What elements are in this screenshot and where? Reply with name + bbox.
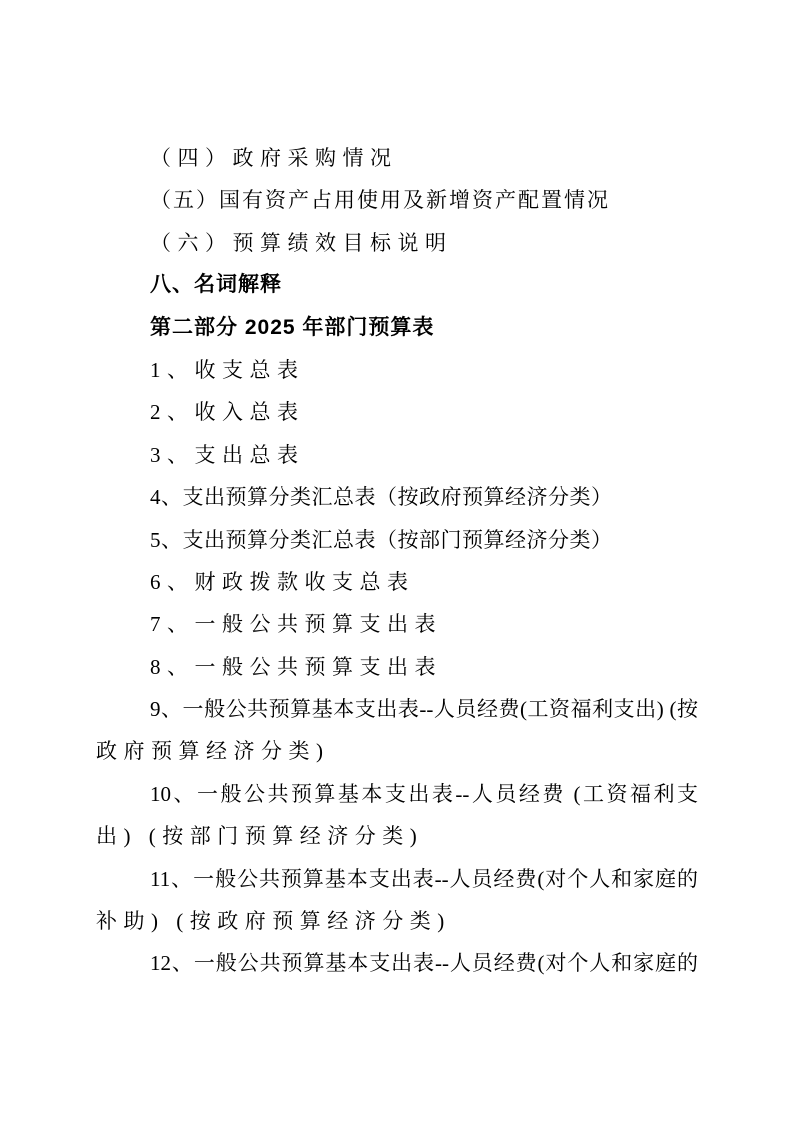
toc-table-8: 8、一般公共预算支出表 [150, 654, 442, 679]
toc-table-3: 3、支出总表 [150, 442, 305, 467]
toc-table-5: 5、支出预算分类汇总表（按部门预算经济分类） [150, 527, 613, 552]
toc-table-6: 6、财政拨款收支总表 [150, 569, 415, 594]
toc-table-10-cont: 出) (按部门预算经济分类) [96, 824, 424, 849]
toc-table-1: 1、收支总表 [150, 357, 305, 382]
toc-table-2: 2、收入总表 [150, 400, 305, 425]
heading-part-2: 第二部分 2025 年部门预算表 [150, 315, 435, 339]
toc-table-9-cont: 政府预算经济分类) [96, 739, 330, 764]
toc-table-7: 7、一般公共预算支出表 [150, 612, 442, 637]
toc-table-11-cont: 补助) (按政府预算经济分类) [96, 909, 451, 934]
document-body [96, 137, 698, 985]
toc-table-11: 11、一般公共预算基本支出表--人员经费(对个人和家庭的 [150, 866, 698, 891]
toc-table-4: 4、支出预算分类汇总表（按政府预算经济分类） [150, 485, 613, 510]
toc-table-12: 12、一般公共预算基本支出表--人员经费(对个人和家庭的 [150, 951, 698, 976]
toc-sub-item-6: （六）预算绩效目标说明 [150, 230, 453, 255]
toc-table-9: 9、一般公共预算基本支出表--人员经费(工资福利支出) (按 [150, 697, 698, 722]
toc-sub-item-5: （五）国有资产占用使用及新增资产配置情况 [150, 188, 610, 213]
toc-sub-item-4: （四）政府采购情况 [150, 146, 398, 170]
toc-table-10: 10、一般公共预算基本支出表--人员经费 (工资福利支 [150, 781, 698, 806]
heading-section-8: 八、名词解释 [150, 273, 282, 297]
